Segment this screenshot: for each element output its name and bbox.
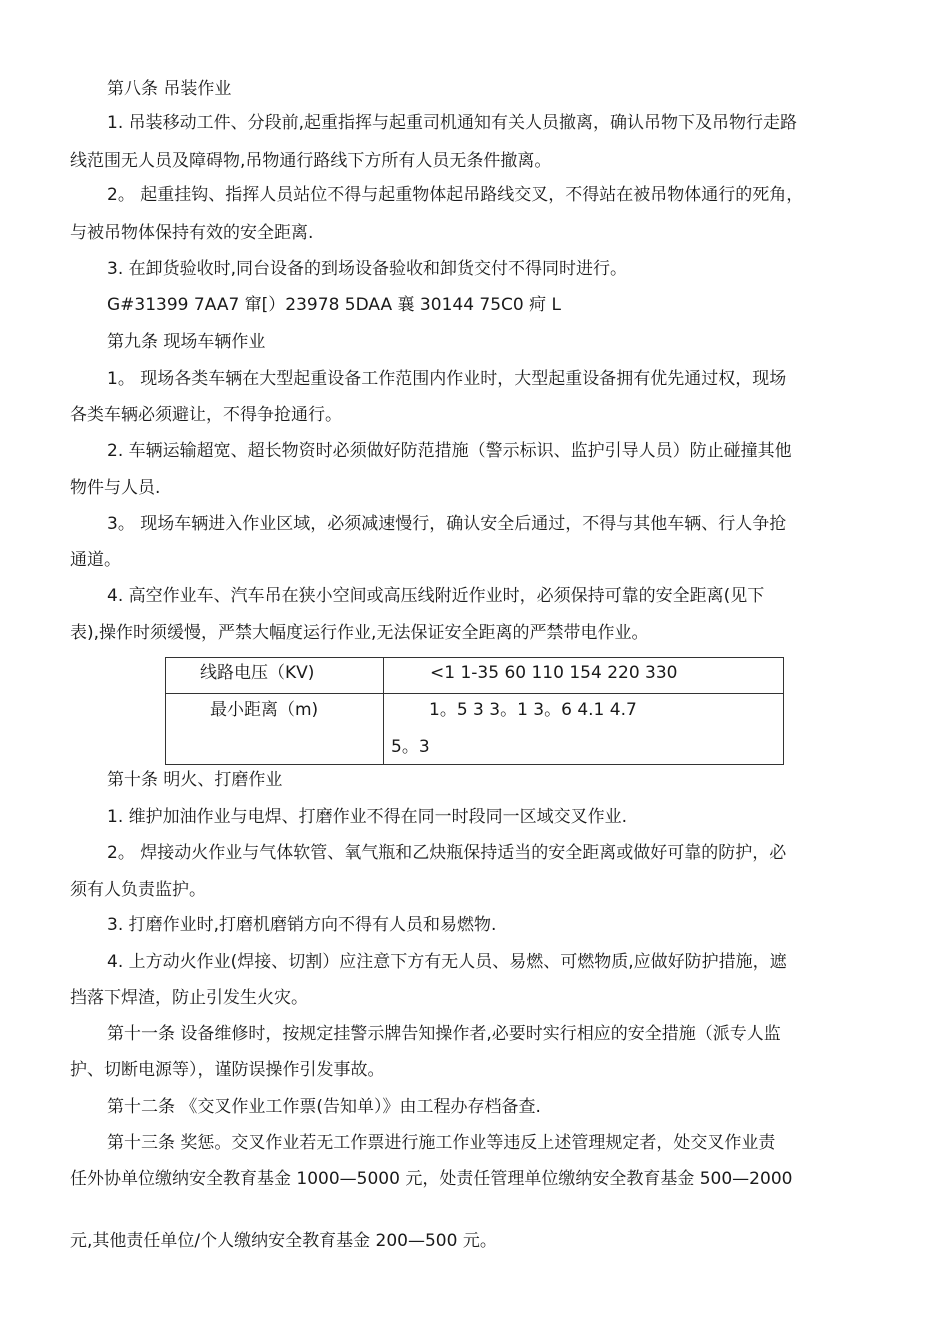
text-line: G#31399 7AA7 窜[）23978 5DAA 襄 30144 75C0 疴 L <box>107 295 562 315</box>
text-line: 第十三条 奖惩。交叉作业若无工作票进行施工作业等违反上述管理规定者，处交叉作业责 <box>107 1133 776 1153</box>
text-line: 3. 打磨作业时,打磨机磨销方向不得有人员和易燃物. <box>107 915 497 935</box>
text-line: 第九条 现场车辆作业 <box>107 332 266 352</box>
text-line: 3. 在卸货验收时,同台设备的到场设备验收和卸货交付不得同时进行。 <box>107 259 628 279</box>
text-line: 1。 现场各类车辆在大型起重设备工作范围内作业时，大型起重设备拥有优先通过权，现场 <box>107 369 787 389</box>
text-line: 3。 现场车辆进入作业区域，必须减速慢行，确认安全后通过，不得与其他车辆、行人争抢 <box>107 514 787 534</box>
text-line: 各类车辆必须避让，不得争抢通行。 <box>70 405 342 425</box>
text-line: 第十一条 设备维修时，按规定挂警示牌告知操作者,必要时实行相应的安全措施（派专人监 <box>107 1024 781 1044</box>
text-line: 第十条 明火、打磨作业 <box>107 770 283 790</box>
text-line: 2. 车辆运输超宽、超长物资时必须做好防范措施（警示标识、监护引导人员）防止碰撞其他 <box>107 441 792 461</box>
text-line: 须有人负责监护。 <box>70 880 206 900</box>
text-line: 任外协单位缴纳安全教育基金 1000—5000 元，处责任管理单位缴纳安全教育基金 500—2000 <box>70 1169 793 1189</box>
text-line: 挡落下焊渣，防止引发生火灾。 <box>70 988 308 1008</box>
text-line: 护、切断电源等），谨防误操作引发事故。 <box>70 1060 385 1080</box>
text-line: 通道。 <box>70 550 121 570</box>
text-line: 4. 上方动火作业(焊接、切割）应注意下方有无人员、易燃、可燃物质,应做好防护措施，遮 <box>107 952 787 972</box>
text-line: 线范围无人员及障碍物,吊物通行路线下方所有人员无条件撤离。 <box>70 151 552 171</box>
table-column-divider <box>383 658 384 764</box>
text-line: 2。 焊接动火作业与气体软管、氧气瓶和乙炔瓶保持适当的安全距离或做好可靠的防护，必 <box>107 843 787 863</box>
table-voltage-values: <1 1-35 60 110 154 220 330 <box>430 663 678 683</box>
text-line: 物件与人员. <box>70 478 161 498</box>
text-line: 表),操作时须缓慢，严禁大幅度运行作业,无法保证安全距离的严禁带电作业。 <box>70 623 649 643</box>
table-distance-wrap: 5。3 <box>391 737 430 757</box>
distance-table <box>165 657 784 765</box>
text-line: 4. 高空作业车、汽车吊在狭小空间或高压线附近作业时，必须保持可靠的安全距离(见下 <box>107 586 765 606</box>
text-line: 2。 起重挂钩、指挥人员站位不得与起重物体起吊路线交叉，不得站在被吊物体通行的死角， <box>107 185 804 205</box>
table-row-divider <box>166 693 783 694</box>
text-line: 元,其他责任单位/个人缴纳安全教育基金 200—500 元。 <box>70 1231 497 1251</box>
table-voltage-label: 线路电压（KV) <box>200 663 315 683</box>
table-distance-label: 最小距离（m) <box>210 700 319 720</box>
text-line: 1. 维护加油作业与电焊、打磨作业不得在同一时段同一区域交叉作业. <box>107 807 628 827</box>
table-distance-values: 1。5 3 3。1 3。6 4.1 4.7 <box>429 700 637 720</box>
text-line: 第八条 吊装作业 <box>107 79 232 99</box>
text-line: 与被吊物体保持有效的安全距离. <box>70 223 314 243</box>
text-line: 1. 吊装移动工件、分段前,起重指挥与起重司机通知有关人员撤离，确认吊物下及吊物行走路 <box>107 113 798 133</box>
text-line: 第十二条 《交叉作业工作票(告知单）》由工程办存档备查. <box>107 1097 541 1117</box>
